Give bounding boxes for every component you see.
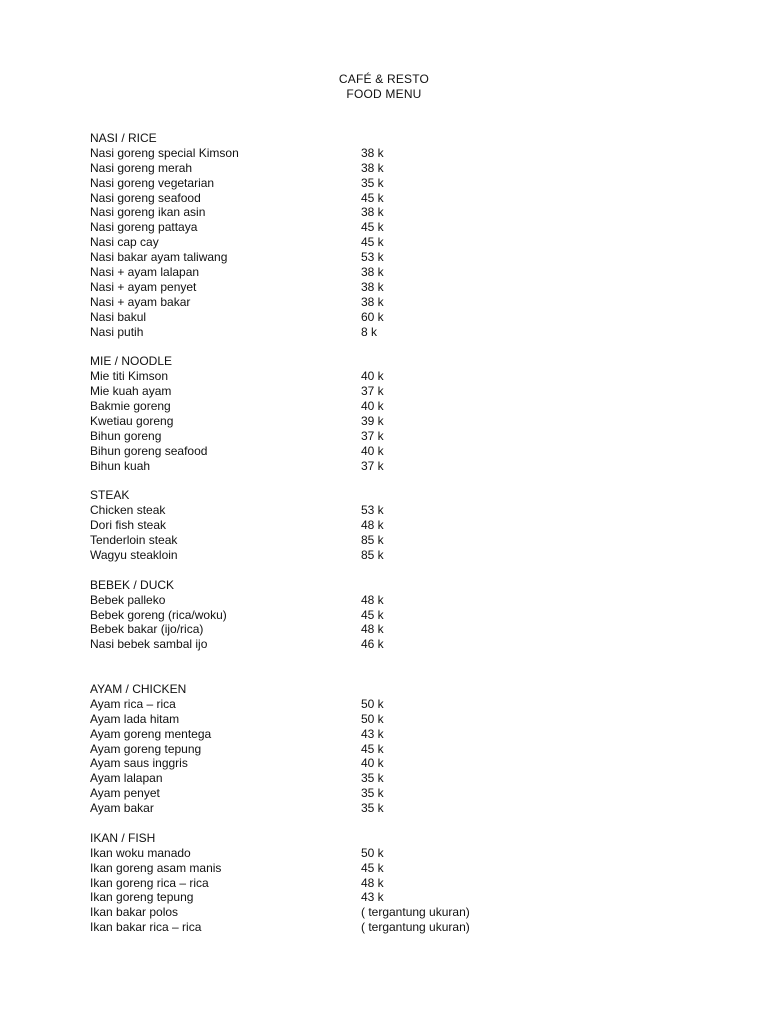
item-price: 85 k <box>361 533 384 548</box>
item-price: 48 k <box>361 592 384 607</box>
item-price: 40 k <box>361 443 384 458</box>
menu-item <box>90 310 510 325</box>
item-name: Bihun kuah <box>90 458 151 473</box>
menu-item <box>90 384 510 399</box>
menu-item <box>90 593 510 608</box>
menu-item <box>90 191 510 206</box>
section-title: STEAK <box>90 488 130 503</box>
menu-item <box>90 280 510 295</box>
item-price: 46 k <box>361 637 384 652</box>
item-price: 45 k <box>361 235 384 250</box>
menu-item <box>90 890 510 905</box>
menu-item <box>90 548 510 563</box>
menu-item <box>90 801 510 816</box>
section-spacer <box>90 473 510 488</box>
menu-list <box>90 131 510 935</box>
item-name: Nasi cap cay <box>90 235 159 250</box>
menu-item <box>90 533 510 548</box>
item-name: Nasi bebek sambal ijo <box>90 637 208 652</box>
item-price: ( tergantung ukuran) <box>361 920 470 935</box>
item-price: 48 k <box>361 622 384 637</box>
item-name: Ikan goreng tepung <box>90 890 194 905</box>
item-name: Mie kuah ayam <box>90 384 172 399</box>
menu-header <box>0 72 768 102</box>
item-price: 35 k <box>361 786 384 801</box>
item-name: Ikan goreng asam manis <box>90 860 222 875</box>
item-price: 45 k <box>361 607 384 622</box>
item-price: 50 k <box>361 845 384 860</box>
item-name: Ikan goreng rica – rica <box>90 875 209 890</box>
item-price: 45 k <box>361 190 384 205</box>
item-name: Bihun goreng <box>90 428 162 443</box>
menu-item <box>90 459 510 474</box>
menu-item <box>90 905 510 920</box>
item-name: Bihun goreng seafood <box>90 443 208 458</box>
item-price: 48 k <box>361 875 384 890</box>
item-name: Wagyu steakloin <box>90 547 178 562</box>
section-steak <box>90 488 510 562</box>
item-price: 40 k <box>361 399 384 414</box>
item-name: Nasi goreng pattaya <box>90 220 198 235</box>
item-price: 85 k <box>361 547 384 562</box>
item-price: 53 k <box>361 250 384 265</box>
menu-item <box>90 622 510 637</box>
menu-item <box>90 265 510 280</box>
section-spacer <box>90 652 510 682</box>
item-name: Nasi goreng special Kimson <box>90 145 239 160</box>
item-price: 38 k <box>361 145 384 160</box>
item-price: 50 k <box>361 696 384 711</box>
menu-item <box>90 414 510 429</box>
item-name: Ayam goreng mentega <box>90 726 212 741</box>
menu-item <box>90 518 510 533</box>
item-name: Ayam lada hitam <box>90 711 180 726</box>
menu-item <box>90 325 510 340</box>
item-price: 38 k <box>361 160 384 175</box>
menu-item <box>90 205 510 220</box>
item-price: 38 k <box>361 279 384 294</box>
header-title: CAFÉ & RESTO <box>338 72 430 86</box>
menu-item <box>90 637 510 652</box>
item-price: 38 k <box>361 265 384 280</box>
item-price: 43 k <box>361 726 384 741</box>
item-price: 40 k <box>361 369 384 384</box>
section-fish <box>90 831 510 935</box>
item-price: 45 k <box>361 860 384 875</box>
menu-item <box>90 920 510 935</box>
section-duck <box>90 578 510 652</box>
item-name: Ayam rica – rica <box>90 696 176 711</box>
item-name: Ayam bakar <box>90 801 154 816</box>
item-name: Bebek goreng (rica/woku) <box>90 607 227 622</box>
item-name: Nasi putih <box>90 324 144 339</box>
item-name: Nasi bakul <box>90 309 147 324</box>
item-name: Nasi bakar ayam taliwang <box>90 250 228 265</box>
section-title: MIE / NOODLE <box>90 354 173 369</box>
menu-item <box>90 161 510 176</box>
item-name: Tenderloin steak <box>90 533 178 548</box>
menu-item <box>90 742 510 757</box>
header-subtitle: FOOD MENU <box>346 87 422 101</box>
item-name: Nasi + ayam penyet <box>90 279 197 294</box>
item-name: Ikan bakar polos <box>90 905 179 920</box>
item-price: 35 k <box>361 771 384 786</box>
menu-item <box>90 429 510 444</box>
item-name: Dori fish steak <box>90 518 167 533</box>
item-name: Nasi + ayam bakar <box>90 294 191 309</box>
item-name: Bakmie goreng <box>90 399 171 414</box>
item-price: ( tergantung ukuran) <box>361 905 470 920</box>
item-name: Ayam lalapan <box>90 771 163 786</box>
item-name: Nasi goreng vegetarian <box>90 175 215 190</box>
section-spacer <box>90 816 510 831</box>
menu-item <box>90 876 510 891</box>
menu-item <box>90 235 510 250</box>
menu-item <box>90 756 510 771</box>
item-price: 45 k <box>361 220 384 235</box>
menu-item <box>90 295 510 310</box>
menu-item <box>90 608 510 623</box>
item-name: Ayam goreng tepung <box>90 741 202 756</box>
menu-item <box>90 146 510 161</box>
item-name: Ayam penyet <box>90 786 160 801</box>
item-price: 40 k <box>361 756 384 771</box>
item-name: Nasi goreng seafood <box>90 190 201 205</box>
section-rice <box>90 131 510 339</box>
menu-item <box>90 444 510 459</box>
menu-item <box>90 697 510 712</box>
menu-item <box>90 176 510 191</box>
menu-item <box>90 399 510 414</box>
menu-item <box>90 250 510 265</box>
section-title: NASI / RICE <box>90 131 157 145</box>
section-title: BEBEK / DUCK <box>90 577 175 592</box>
menu-item <box>90 220 510 235</box>
item-price: 37 k <box>361 384 384 399</box>
section-spacer <box>90 563 510 578</box>
item-name: Ayam saus inggris <box>90 756 188 771</box>
section-spacer <box>90 339 510 354</box>
item-price: 50 k <box>361 711 384 726</box>
menu-item <box>90 727 510 742</box>
item-price: 53 k <box>361 503 384 518</box>
item-price: 37 k <box>361 428 384 443</box>
section-noodle <box>90 354 510 473</box>
item-price: 60 k <box>361 309 384 324</box>
menu-item <box>90 786 510 801</box>
item-name: Bebek bakar (ijo/rica) <box>90 622 204 637</box>
item-price: 38 k <box>361 205 384 220</box>
item-price: 45 k <box>361 741 384 756</box>
item-name: Kwetiau goreng <box>90 413 174 428</box>
item-price: 35 k <box>361 801 384 816</box>
item-name: Nasi goreng ikan asin <box>90 205 206 220</box>
menu-item <box>90 771 510 786</box>
item-price: 48 k <box>361 518 384 533</box>
menu-item <box>90 861 510 876</box>
menu-item <box>90 712 510 727</box>
item-name: Nasi + ayam lalapan <box>90 265 200 280</box>
section-title: AYAM / CHICKEN <box>90 681 187 696</box>
item-name: Ikan woku manado <box>90 845 191 860</box>
section-chicken <box>90 682 510 816</box>
item-price: 8 k <box>361 324 378 339</box>
item-name: Nasi goreng merah <box>90 160 193 175</box>
item-price: 35 k <box>361 175 384 190</box>
menu-item <box>90 846 510 861</box>
item-price: 38 k <box>361 294 384 309</box>
item-name: Ikan bakar rica – rica <box>90 920 202 935</box>
item-name: Chicken steak <box>90 503 166 518</box>
item-price: 37 k <box>361 458 384 473</box>
item-name: Mie titi Kimson <box>90 369 169 384</box>
menu-item <box>90 503 510 518</box>
item-price: 39 k <box>361 413 384 428</box>
section-title: IKAN / FISH <box>90 830 156 845</box>
item-price: 43 k <box>361 890 384 905</box>
menu-item <box>90 369 510 384</box>
item-name: Bebek palleko <box>90 592 166 607</box>
